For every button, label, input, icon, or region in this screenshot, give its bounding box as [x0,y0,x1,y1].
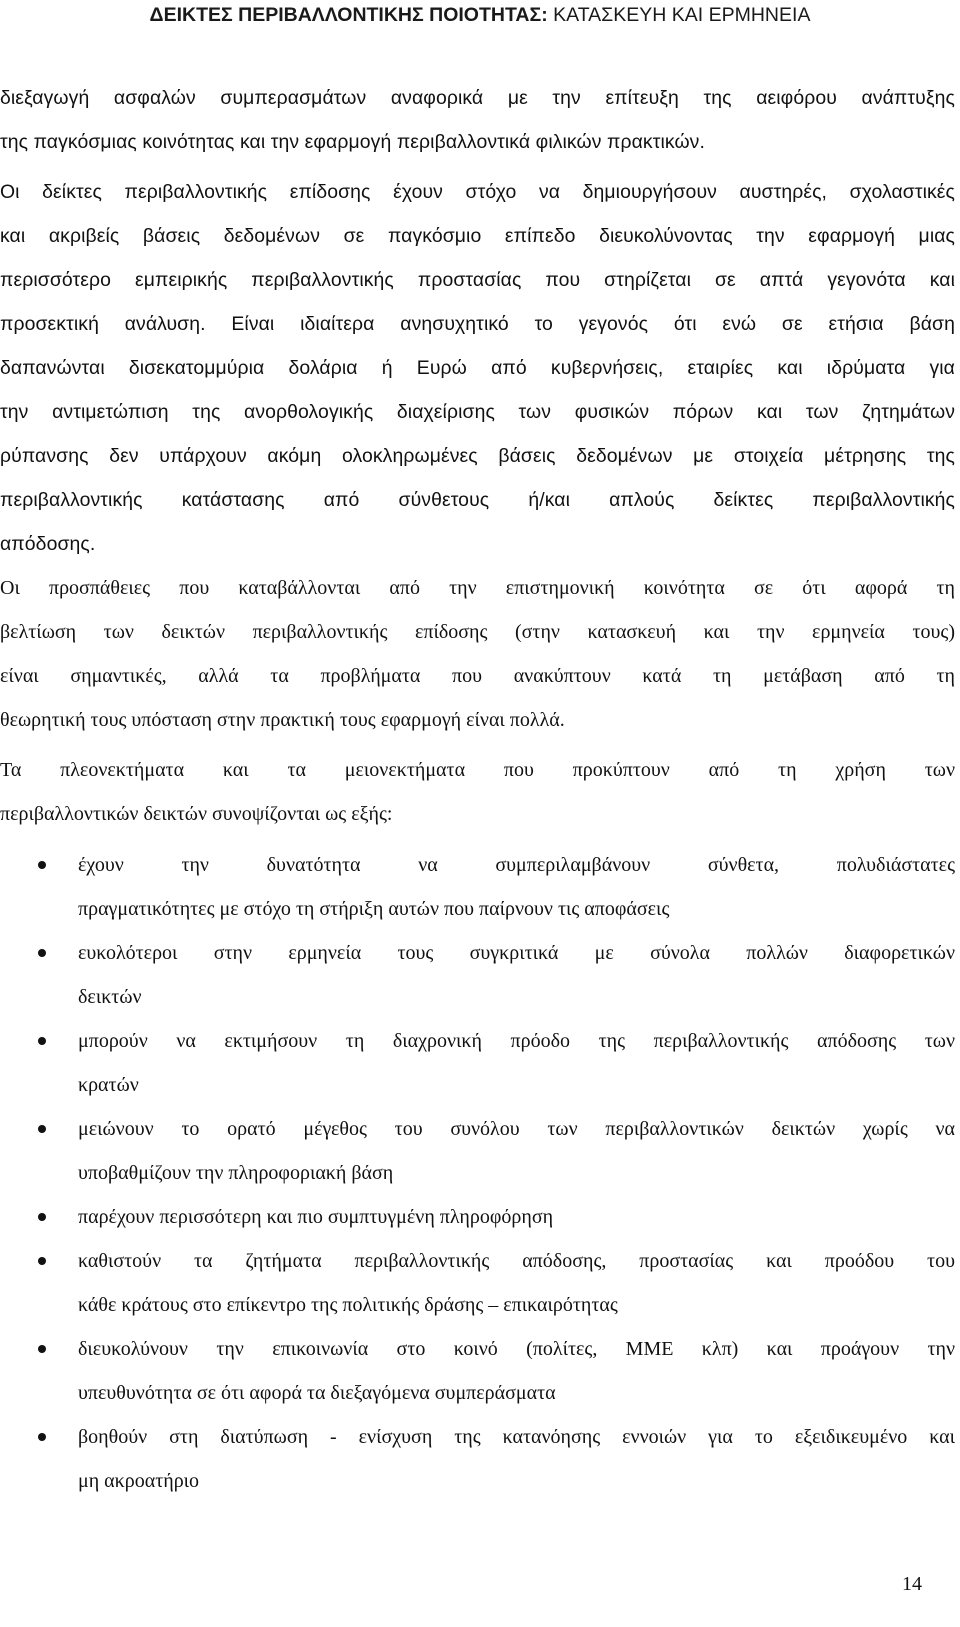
paragraph-line: Τα πλεονεκτήματα και τα μειονεκτήματα που προκύπτουν από τη χρήση των [0,759,955,781]
list-item [0,1107,955,1195]
list-item-line: διευκολύνουν την επικοινωνία στο κοινό (πολίτες, ΜΜΕ κλπ) και προάγουν την [78,1338,955,1360]
list-item-line: κάθε κράτους στο επίκεντρο της πολιτικής δράσης – επικαιρότητας [78,1294,618,1316]
bullet-icon [38,1257,46,1265]
paragraph-line: περιβαλλοντικών δεικτών συνοψίζονται ως εξής: [0,803,393,825]
list-item-line: δεικτών [78,986,142,1008]
list-item-line: μειώνουν το ορατό μέγεθος του συνόλου των περιβαλλοντικών δεικτών χωρίς να [78,1118,955,1140]
list-item [0,1327,955,1415]
paragraph-3 [0,566,955,742]
paragraph-2 [0,170,955,566]
paragraph-line: Οι δείκτες περιβαλλοντικής επίδοσης έχουν στόχο να δημιουργήσουν αυστηρές, σχολαστικές [0,181,955,203]
paragraph-line: της παγκόσμιας κοινότητας και την εφαρμογή περιβαλλοντικά φιλικών πρακτικών. [0,131,705,153]
paragraph-line: απόδοσης. [0,533,96,555]
paragraph-line: Οι προσπάθειες που καταβάλλονται από την επιστημονική κοινότητα σε ότι αφορά τη [0,577,955,599]
bullet-icon [38,949,46,957]
list-item-line: έχουν την δυνατότητα να συμπεριλαμβάνουν σύνθετα, πολυδιάστατες [78,854,955,876]
list-item-line: κρατών [78,1074,139,1096]
bullet-icon [38,1433,46,1441]
list-item-line: μη ακροατήριο [78,1470,200,1492]
paragraph-line: την αντιμετώπιση της ανορθολογικής διαχείρισης των φυσικών πόρων και των ζητημάτων [0,401,955,423]
list-item-line: υποβαθμίζουν την πληροφοριακή βάση [78,1162,394,1184]
paragraph-line: περιβαλλοντικής κατάστασης από σύνθετους ή/και απλούς δείκτες περιβαλλοντικής [0,489,955,511]
paragraph-4 [0,748,955,836]
list-item-line: παρέχουν περισσότερη και πιο συμπτυγμένη πληροφόρηση [78,1206,554,1228]
list-item-line: βοηθούν στη διατύπωση - ενίσχυση της κατανόησης εννοιών για το εξειδικευμένο και [78,1426,955,1448]
list-item [0,1415,955,1503]
list-item [0,1019,955,1107]
page-number: 14 [902,1573,922,1595]
list-item [0,1239,955,1327]
list-item-line: μπορούν να εκτιμήσουν τη διαχρονική πρόοδο της περιβαλλοντικής απόδοσης των [78,1030,955,1052]
paragraph-line: βελτίωση των δεικτών περιβαλλοντικής επίδοσης (στην κατασκευή και την ερμηνεία τους) [0,621,955,643]
paragraph-line: θεωρητική τους υπόσταση στην πρακτική τους εφαρμογή είναι πολλά. [0,709,565,731]
list-item [0,843,955,931]
header-title-rest: ΚΑΤΑΣΚΕΥΗ ΚΑΙ ΕΡΜΗΝΕΙΑ [547,4,811,26]
bullet-icon [38,1345,46,1353]
paragraph-line: περισσότερο εμπειρικής περιβαλλοντικής προστασίας που στηρίζεται σε απτά γεγονότα και [0,269,955,291]
list-item-line: ευκολότεροι στην ερμηνεία τους συγκριτικά με σύνολα πολλών διαφορετικών [78,942,955,964]
paragraph-line: είναι σημαντικές, αλλά τα προβλήματα που ανακύπτουν κατά τη μετάβαση από τη [0,665,955,687]
paragraph-1 [0,76,955,164]
bullet-icon [38,861,46,869]
paragraph-line: ρύπανσης δεν υπάρχουν ακόμη ολοκληρωμένες βάσεις δεδομένων με στοιχεία μέτρησης της [0,445,955,467]
running-header [0,4,960,27]
list-item [0,1195,955,1239]
paragraph-line: προσεκτική ανάλυση. Είναι ιδιαίτερα ανησυχητικό το γεγονός ότι ενώ σε ετήσια βάση [0,313,955,335]
list-item-line: πραγματικότητες με στόχο τη στήριξη αυτών που παίρνουν τις αποφάσεις [78,898,670,920]
list-item [0,931,955,1019]
bullet-icon [38,1037,46,1045]
bullet-icon [38,1213,46,1221]
advantages-list [0,843,955,1503]
paragraph-line: διεξαγωγή ασφαλών συμπερασμάτων αναφορικά με την επίτευξη της αειφόρου ανάπτυξης [0,87,955,109]
list-item-line: καθιστούν τα ζητήματα περιβαλλοντικής απόδοσης, προστασίας και προόδου του [78,1250,955,1272]
paragraph-line: δαπανώνται δισεκατομμύρια δολάρια ή Ευρώ από κυβερνήσεις, εταιρίες και ιδρύματα για [0,357,955,379]
paragraph-line: και ακριβείς βάσεις δεδομένων σε παγκόσμιο επίπεδο διευκολύνοντας την εφαρμογή μιας [0,225,955,247]
list-item-line: υπευθυνότητα σε ότι αφορά τα διεξαγόμενα συμπεράσματα [78,1382,556,1404]
header-title-bold: ΔΕΙΚΤΕΣ ΠΕΡΙΒΑΛΛΟΝΤΙΚΗΣ ΠΟΙΟΤΗΤΑΣ: [149,4,548,26]
bullet-icon [38,1125,46,1133]
